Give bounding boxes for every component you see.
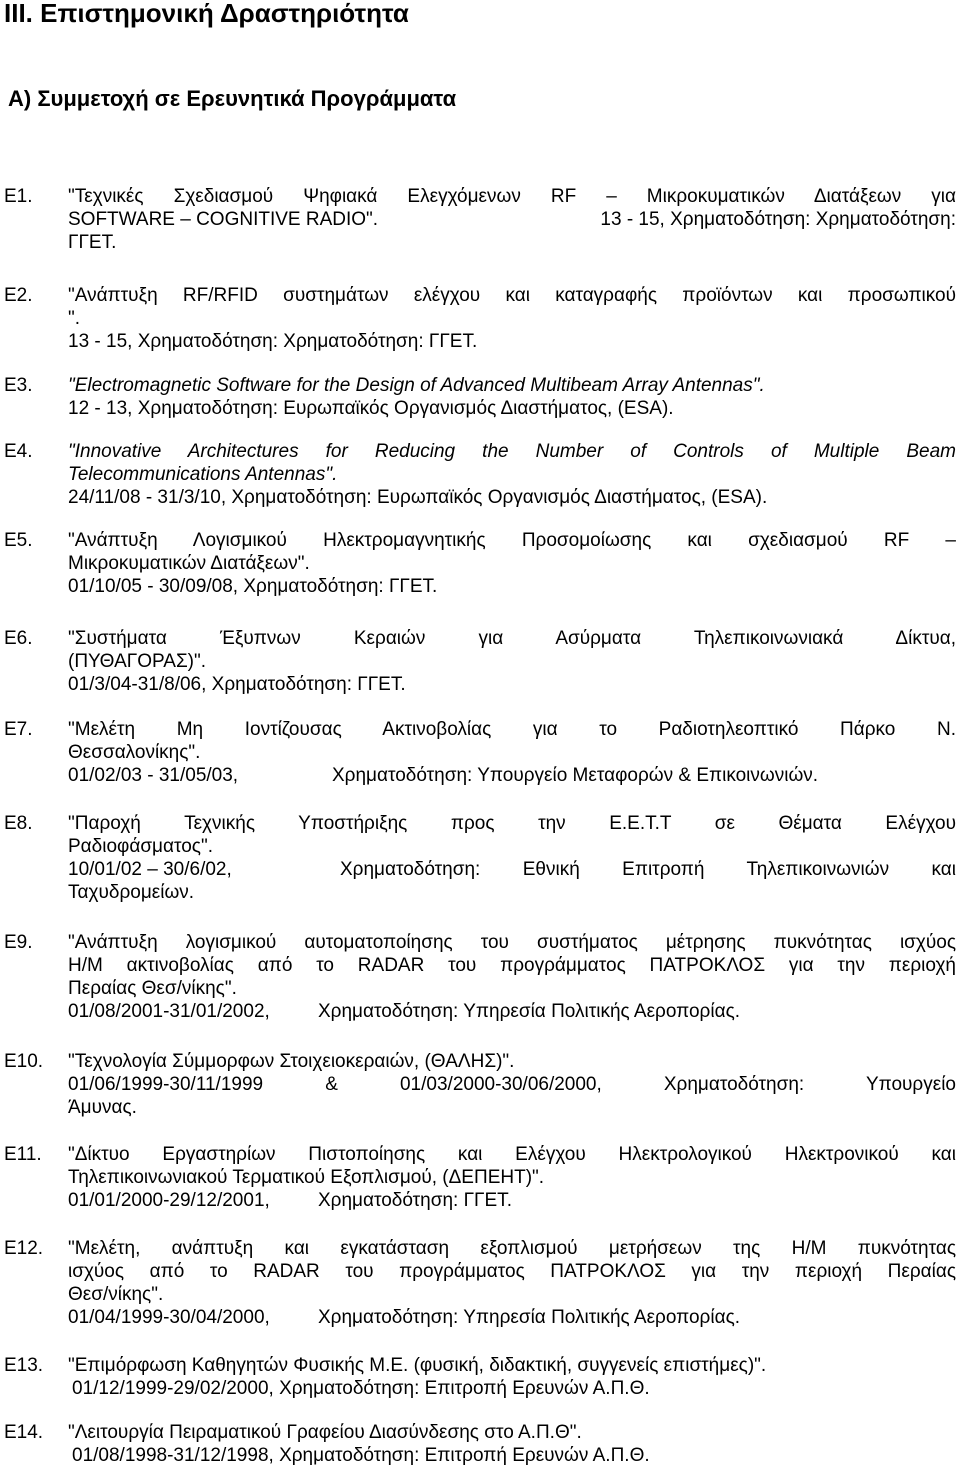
item-code: Ε14.: [4, 1422, 44, 1443]
item-code: Ε5.: [4, 530, 33, 551]
item-body: [68, 1354, 956, 1400]
project-title-line: SOFTWARE – COGNITIVE RADIO".: [68, 209, 379, 230]
funding-line: [68, 764, 956, 787]
funding-line: [68, 858, 956, 881]
project-dates: 01/01/2000-29/12/2001,: [68, 1190, 270, 1211]
funding-line: [68, 1000, 956, 1023]
subsection-title: Α) Συμμετοχή σε Ερευνητικά Προγράμματα: [8, 86, 457, 111]
item-body: [68, 718, 956, 787]
project-title-line: "Λειτουργία Πειραματικού Γραφείου Διασύνδεσης στο Α.Π.Θ".: [68, 1422, 582, 1443]
project-title-line: ισχύος από το RADAR του προγράμματος ΠΑΤΡΟΚΛΟΣ για την περιοχή Περαίας: [68, 1261, 956, 1282]
funding-line: 01/10/05 - 30/09/08, Χρηματοδότηση: ΓΓΕΤ.: [68, 576, 438, 597]
project-title-line: (ΠΥΘΑΓΟΡΑΣ)".: [68, 651, 207, 672]
item-code: Ε12.: [4, 1238, 44, 1259]
item-code: Ε13.: [4, 1355, 44, 1376]
project-dates: 01/02/03 - 31/05/03,: [68, 765, 239, 786]
item-body: [68, 931, 956, 1023]
project-title-line: "Τεχνολογία Σύμμορφων Στοιχειοκεραιών, (ΘΑΛΗΣ)".: [68, 1051, 515, 1072]
funding-line: Ταχυδρομείων.: [68, 882, 195, 903]
item-code: Ε3.: [4, 375, 33, 396]
item-body: [68, 284, 956, 353]
project-title-line: Telecommunications Antennas".: [68, 464, 338, 485]
item-code: Ε7.: [4, 719, 33, 740]
funding-line: 01/12/1999-29/02/2000, Χρηματοδότηση: Επιτροπή Ερευνών Α.Π.Θ.: [72, 1378, 650, 1399]
funding-source: Χρηματοδότηση: Εθνική Επιτροπή Τηλεπικοινωνιών και: [340, 859, 956, 880]
project-title-line: "Συστήματα Έξυπνων Κεραιών για Ασύρματα Τηλεπικοινωνιακά Δίκτυα,: [68, 628, 956, 649]
item-code: Ε1.: [4, 186, 33, 207]
project-title-line: "Επιμόρφωση Καθηγητών Φυσικής Μ.Ε. (φυσική, διδακτική, συγγενείς επιστήμες)".: [68, 1355, 767, 1376]
project-title-line: Μικροκυματικών Διατάξεων".: [68, 553, 310, 574]
project-title-line: "Τεχνικές Σχεδιασμού Ψηφιακά Ελεγχόμενων RF – Μικροκυματικών Διατάξεων για: [68, 186, 956, 207]
item-body: [68, 374, 956, 420]
item-body: [68, 529, 956, 598]
project-title-line: "Παροχή Τεχνικής Υποστήριξης προς την Ε.Ε.Τ.Τ σε Θέματα Ελέγχου: [68, 813, 956, 834]
funding-line: [68, 1189, 956, 1212]
project-title-line: Θεσ/νίκης".: [68, 1284, 164, 1305]
project-title-line: Ραδιοφάσματος".: [68, 836, 213, 857]
item-code: Ε11.: [4, 1144, 42, 1165]
project-title-line: Θεσσαλονίκης".: [68, 742, 201, 763]
item-body: [68, 1143, 956, 1212]
funding-line: 12 - 13, Χρηματοδότηση: Ευρωπαϊκός Οργανισμός Διαστήματος, (ESA).: [68, 398, 674, 419]
section-title: III. Επιστημονική Δραστηριότητα: [4, 0, 409, 28]
funding-line: 01/08/1998-31/12/1998, Χρηματοδότηση: Επιτροπή Ερευνών Α.Π.Θ.: [72, 1445, 650, 1466]
funding-line: 13 - 15, Χρηματοδότηση: Χρηματοδότηση: ΓΓΕΤ.: [68, 331, 478, 352]
project-dates: 01/08/2001-31/01/2002,: [68, 1001, 270, 1022]
funding-line: Άμυνας.: [68, 1097, 137, 1118]
project-title-line: Η/Μ ακτινοβολίας από το RADAR του προγράμματος ΠΑΤΡΟΚΛΟΣ για την περιοχή: [68, 955, 956, 976]
project-title-line: "Δίκτυο Εργαστηρίων Πιστοποίησης και Ελέγχου Ηλεκτρολογικού Ηλεκτρονικού και: [68, 1144, 956, 1165]
project-dates: 01/04/1999-30/04/2000,: [68, 1307, 270, 1328]
project-title-line: "Electromagnetic Software for the Design of Advanced Multibeam Array Antennas".: [68, 375, 765, 396]
funding-line: ΓΓΕΤ.: [68, 232, 117, 253]
item-body: [68, 1050, 956, 1119]
project-title-line: Τηλεπικοινωνιακού Τερματικού Εξοπλισμού, (ΔΕΠΕΗΤ)".: [68, 1167, 545, 1188]
item-code: Ε4.: [4, 441, 33, 462]
project-title-line: Περαίας Θεσ/νίκης".: [68, 978, 237, 999]
funding-line: 24/11/08 - 31/3/10, Χρηματοδότηση: Ευρωπαϊκός Οργανισμός Διαστήματος, (ESA).: [68, 487, 768, 508]
funding-line: 13 - 15, Χρηματοδότηση: Χρηματοδότηση:: [600, 209, 956, 230]
funding-line: 01/06/1999-30/11/1999 & 01/03/2000-30/06/2000, Χρηματοδότηση: Υπουργείο: [68, 1074, 956, 1095]
project-title-line: "Ανάπτυξη RF/RFID συστημάτων ελέγχου και καταγραφής προϊόντων και προσωπικού: [68, 285, 956, 306]
item-code: Ε6.: [4, 628, 33, 649]
project-title-line: "Μελέτη, ανάπτυξη και εγκατάσταση εξοπλισμού μετρήσεων της Η/Μ πυκνότητας: [68, 1238, 956, 1259]
item-body: [68, 440, 956, 509]
item-body: [68, 1237, 956, 1329]
item-body: [68, 1421, 956, 1467]
item-code: Ε10.: [4, 1051, 44, 1072]
project-title-line: "Ανάπτυξη Λογισμικού Ηλεκτρομαγνητικής Προσομοίωσης και σχεδιασμού RF –: [68, 530, 956, 551]
funding-line: 01/3/04-31/8/06, Χρηματοδότηση: ΓΓΕΤ.: [68, 674, 406, 695]
item-code: Ε8.: [4, 813, 33, 834]
item-body: [68, 627, 956, 696]
item-body: [68, 185, 956, 254]
funding-line: [68, 1306, 956, 1329]
project-title-line: ".: [68, 308, 81, 329]
funding-source: Χρηματοδότηση: Υπουργείο Μεταφορών & Επικοινωνιών.: [332, 765, 819, 786]
project-line: [68, 208, 956, 231]
item-code: Ε9.: [4, 932, 33, 953]
funding-source: Χρηματοδότηση: Υπηρεσία Πολιτικής Αεροπορίας.: [318, 1001, 741, 1022]
funding-source: Χρηματοδότηση: ΓΓΕΤ.: [318, 1190, 512, 1211]
project-title-line: "Ανάπτυξη λογισμικού αυτοματοποίησης του συστήματος μέτρησης πυκνότητας ισχύος: [68, 932, 956, 953]
item-code: Ε2.: [4, 285, 33, 306]
project-dates: 10/01/02 – 30/6/02,: [68, 859, 232, 880]
funding-source: Χρηματοδότηση: Υπηρεσία Πολιτικής Αεροπορίας.: [318, 1307, 741, 1328]
project-title-line: "Innovative Architectures for Reducing the Number of Controls of Multiple Beam: [68, 441, 956, 462]
project-title-line: "Μελέτη Μη Ιοντίζουσας Ακτινοβολίας για το Ραδιοτηλεοπτικό Πάρκο Ν.: [68, 719, 956, 740]
item-body: [68, 812, 956, 904]
